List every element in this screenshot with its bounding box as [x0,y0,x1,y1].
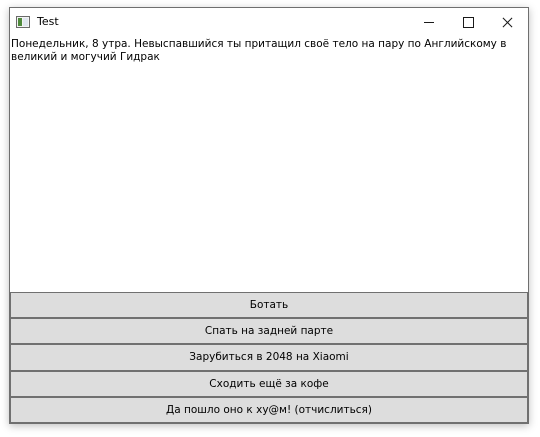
story-text: Понедельник, 8 утра. Невыспавшийся ты притащил своё тело на пару по Английскому в великий и могучий Гидрак [11,38,507,63]
choice-button-coffee[interactable]: Сходить ещё за кофе [10,371,528,397]
maximize-button[interactable] [446,8,490,37]
minimize-icon [424,22,434,23]
app-window [9,7,529,424]
choice-list [10,292,528,423]
window-title: Test [37,15,59,28]
maximize-icon [463,17,474,28]
choice-button-drop-out[interactable]: Да пошло оно к ху@м! (отчислиться) [10,397,528,423]
app-icon [16,16,30,28]
title-bar[interactable] [10,8,528,37]
choice-button-sleep[interactable]: Спать на задней парте [10,318,528,344]
story-area [10,37,528,292]
close-icon [502,17,513,28]
choice-button-study[interactable]: Ботать [10,292,528,318]
minimize-button[interactable] [407,8,451,37]
choice-button-play-2048[interactable]: Зарубиться в 2048 на Xiaomi [10,344,528,370]
close-button[interactable] [485,8,529,37]
